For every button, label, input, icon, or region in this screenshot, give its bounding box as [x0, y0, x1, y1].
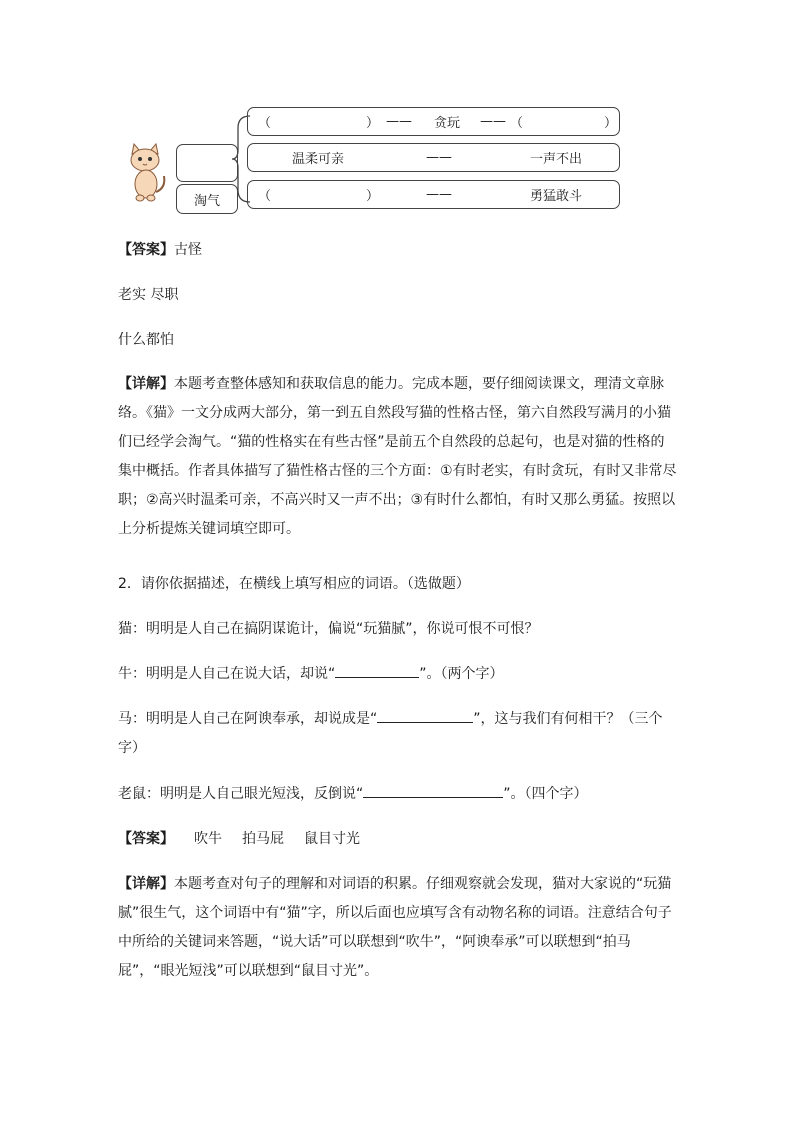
q2-detail	[118, 870, 678, 986]
close-paren: ）	[366, 189, 380, 204]
q1-answer-line-1	[118, 236, 678, 265]
q1-answer-line-3: 什么都怕	[118, 332, 174, 348]
dash: ——	[426, 150, 452, 165]
row2-right: 一声不出	[530, 152, 583, 167]
row1-middle: 贪玩	[434, 116, 461, 131]
q2-cat-line: 猫：明明是人自己在搞阴谋诡计，偏说“玩猫腻”，你说可恨不可恨？	[118, 621, 539, 637]
close-paren: ）	[366, 116, 380, 131]
row3-right: 勇猛敢斗	[530, 189, 583, 204]
diagram-row-2	[247, 143, 620, 172]
close-paren: ）	[604, 116, 618, 131]
answer-1: 吹牛	[194, 831, 222, 847]
answer-2: 拍马屁	[242, 831, 284, 847]
horse-wrap: 字）	[118, 740, 146, 756]
detail-tag: 【详解】	[118, 376, 174, 392]
blank-trait-box	[176, 144, 238, 182]
detail-text: 本题考查整体感知和获取信息的能力。完成本题，要仔细阅读课文，理清文章脉络。《猫》一文分成两大部分，第一到五自然段写猫的性格古怪，第六自然段写满月的小猫们已经学会淘气。“猫的性格实在有些古怪”是前五个自然段的总起句，也是对猫的性格的集中概括。作者具体描写了猫性格古怪的三个方面：①有时老实，有时贪玩，有时又非常尽职；②高兴时温柔可亲，不高兴时又一声不出；③有时什么都怕，有时又那么勇猛。按照以上分析提炼关键词填空即可。	[118, 376, 677, 537]
horse-blank[interactable]	[377, 708, 473, 723]
q2-mouse-line	[118, 780, 678, 809]
answer-text: 古怪	[174, 242, 202, 258]
q2-ox-line	[118, 660, 678, 689]
mouse-prefix: 老鼠：明明是人自己眼光短浅，反倒说“	[118, 786, 364, 802]
mouse-suffix: ”。（四个字）	[503, 786, 588, 802]
dash: ——	[426, 187, 452, 202]
ox-blank[interactable]	[335, 663, 419, 678]
open-paren: （	[258, 189, 272, 204]
diagram-row-1	[247, 107, 620, 136]
answer-tag: 【答案】	[118, 242, 174, 258]
q2-answer-line	[118, 825, 678, 854]
row2-left: 温柔可亲	[292, 152, 345, 167]
mouse-blank[interactable]	[363, 783, 503, 798]
detail-tag: 【详解】	[118, 876, 174, 892]
answer-tag: 【答案】	[118, 831, 174, 847]
q1-answer-line-2: 老实 尽职	[118, 287, 179, 303]
q1-detail	[118, 370, 678, 544]
cat-illustration	[120, 140, 170, 204]
horse-prefix: 马：明明是人自己在阿谀奉承，却说成是“	[118, 711, 378, 727]
dash: ——	[480, 114, 506, 129]
naughty-label: 淘气	[193, 193, 220, 209]
ox-suffix: ”。（两个字）	[419, 666, 504, 682]
q2-horse-line	[118, 705, 678, 763]
answer-3: 鼠目寸光	[304, 831, 360, 847]
dash: ——	[386, 114, 412, 129]
open-paren: （	[258, 116, 272, 131]
detail-text: 本题考查对句子的理解和对词语的积累。仔细观察就会发现，猫对大家说的“玩猫腻”很生气，这个词语中有“猫”字，所以后面也应填写含有动物名称的词语。注意结合句子中所给的关键词来答题，“说大话”可以联想到“吹牛”，“阿谀奉承”可以联想到“拍马屁”，“眼光短浅”可以联想到“鼠目寸光”。	[118, 876, 672, 979]
diagram-row-3	[247, 180, 620, 209]
open-paren: （	[510, 116, 524, 131]
q2-question: 2．请你依据描述，在横线上填写相应的词语。（选做题）	[118, 576, 470, 592]
naughty-box	[176, 184, 238, 214]
horse-suffix: ”，这与我们有何相干？（三个	[473, 711, 663, 727]
cat-personality-diagram	[112, 100, 632, 218]
ox-prefix: 牛：明明是人自己在说大话，却说“	[118, 666, 336, 682]
